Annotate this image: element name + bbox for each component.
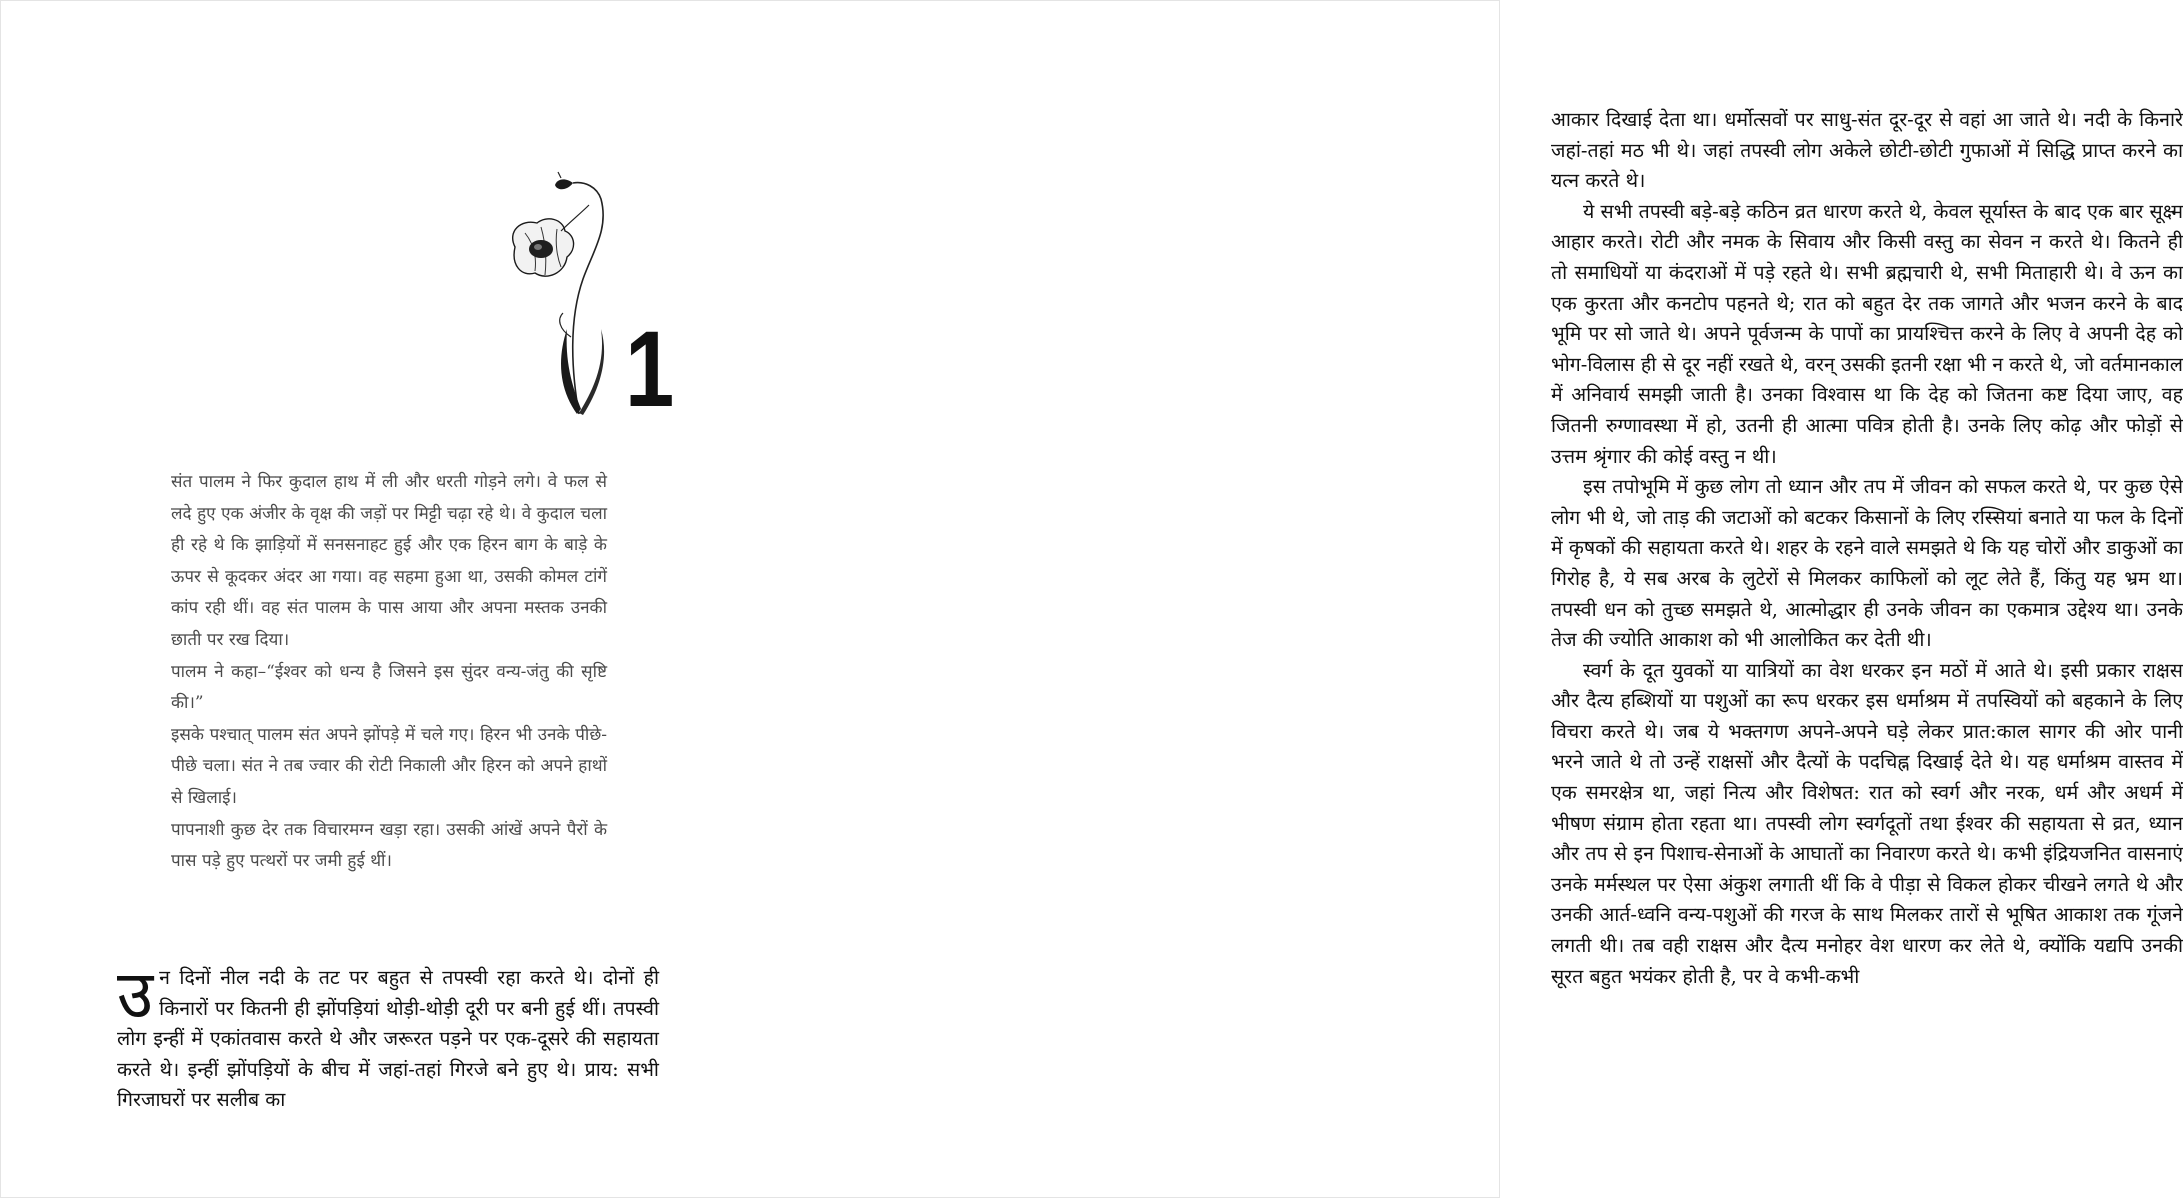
chapter-number: 1	[625, 308, 675, 429]
epigraph-paragraph: पापनाशी कुछ देर तक विचारमग्न खड़ा रहा। उसकी आंखें अपने पैरों के पास पड़े हुए पत्थरों पर जमी हुई थीं।	[171, 819, 607, 872]
poppy-flower-ornament-icon	[501, 169, 621, 419]
epigraph-paragraph: पालम ने कहा–“ईश्वर को धन्य है जिसने इस सुंदर वन्य-जंतु की सृष्टि की।”	[171, 661, 607, 714]
drop-cap: उ	[117, 956, 154, 1033]
opening-paragraph-text: न दिनों नील नदी के तट पर बहुत से तपस्वी रहा करते थे। दोनों ही किनारों पर कितनी ही झोंपड़ियां थोड़ी-थोड़ी दूरी पर बनी हुई थीं। तपस्वी लोग इन्हीं में एकांतवास करते थे और जरूरत पड़ने पर एक-दूसरे की सहायता करते थे। इन्हीं झोंपड़ियों के बीच में जहां-तहां गिरजे बने हुए थे। प्राय: सभी गिरजाघरों पर सलीब का	[117, 966, 659, 1112]
epigraph-paragraph: इसके पश्चात् पालम संत अपने झोंपड़े में चले गए। हिरन भी उनके पीछे-पीछे चला। संत ने तब ज्वार की रोटी निकाली और हिरन को अपने हाथों से खिलाई।	[171, 724, 607, 808]
chapter-body-left	[117, 956, 659, 1116]
chapter-body-right	[1551, 105, 2183, 992]
epigraph	[171, 467, 607, 878]
body-paragraph: स्वर्ग के दूत युवकों या यात्रियों का वेश धरकर इन मठों में आते थे। इसी प्रकार राक्षस और दैत्य हब्शियों या पशुओं का रूप धरकर इस धर्माश्रम में तपस्वियों को बहकाने के लिए विचरा करते थे। जब ये भक्तगण अपने-अपने घड़े लेकर प्रात:काल सागर की ओर पानी भरने जाते थे तो उन्हें राक्षसों और दैत्यों के पदचिह्न दिखाई देते थे। यह धर्माश्रम वास्तव में एक समरक्षेत्र था, जहां नित्य और विशेषत: रात को स्वर्ग और नरक, धर्म और अधर्म में भीषण संग्राम होता रहता था। तपस्वी लोग स्वर्गदूतों तथा ईश्वर की सहायता से व्रत, ध्यान और तप से इन पिशाच-सेनाओं के आघातों का निवारण करते थे। कभी इंद्रियजनित वासनाएं उनके मर्मस्थल पर ऐसा अंकुश लगाती थीं कि वे पीड़ा से विकल होकर चीखने लगते थे और उनकी आर्त-ध्वनि वन्य-पशुओं की गरज के साथ मिलकर तारों से भूषित आकाश तक गूंजने लगती थी। तब वही राक्षस और दैत्य मनोहर वेश धारण कर लेते थे, क्योंकि यद्यपि उनकी सूरत बहुत भयंकर होती है, पर वे कभी-कभी	[1551, 658, 2183, 988]
epigraph-paragraph: संत पालम ने फिर कुदाल हाथ में ली और धरती गोड़ने लगे। वे फल से लदे हुए एक अंजीर के वृक्ष की जड़ों पर मिट्टी चढ़ा रहे थे। वे कुदाल चला ही रहे थे कि झाड़ियों में सनसनाहट हुई और एक हिरन बाग के बाड़े के ऊपर से कूदकर अंदर आ गया। वह सहमा हुआ था, उसकी कोमल टांगें कांप रही थीं। वह संत पालम के पास आया और अपना मस्तक उनकी छाती पर रख दिया।	[171, 472, 607, 650]
body-paragraph: इस तपोभूमि में कुछ लोग तो ध्यान और तप में जीवन को सफल करते थे, पर कुछ ऐसे लोग भी थे, जो ताड़ की जटाओं को बटकर किसानों के लिए रस्सियां बनाते या फल के दिनों में कृषकों की सहायता करते थे। शहर के रहने वाले समझते थे कि यह चोरों और डाकुओं का गिरोह है, ये सब अरब के लुटेरों से मिलकर काफिलों को लूट लेते हैं, किंतु यह भ्रम था। तपस्वी धन को तुच्छ समझते थे, आत्मोद्धार ही उनके जीवन का एकमात्र उद्देश्य था। उनके तेज की ज्योति आकाश को भी आलोकित कर देती थी।	[1551, 475, 2183, 652]
body-paragraph: आकार दिखाई देता था। धर्मोत्सवों पर साधु-संत दूर-दूर से वहां आ जाते थे। नदी के किनारे जहां-तहां मठ भी थे। जहां तपस्वी लोग अकेले छोटी-छोटी गुफाओं में सिद्धि प्राप्त करने का यत्न करते थे।	[1551, 108, 2183, 193]
right-page	[751, 1, 2183, 1199]
body-paragraph: ये सभी तपस्वी बड़े-बड़े कठिन व्रत धारण करते थे, केवल सूर्यास्त के बाद एक बार सूक्ष्म आहार करते। रोटी और नमक के सिवाय और किसी वस्तु का सेवन न करते थे। कितने ही तो समाधियों या कंदराओं में पड़े रहते थे। सभी ब्रह्मचारी थे, सभी मिताहारी थे। वे ऊन का एक कुरता और कनटोप पहनते थे; रात को बहुत देर तक जागते और भजन करने के बाद भूमि पर सो जाते थे। अपने पूर्वजन्म के पापों का प्रायश्चित्त करने के लिए वे अपनी देह को भोग-विलास ही से दूर नहीं रखते थे, वरन् उसकी इतनी रक्षा भी न करते थे, जो वर्तमानकाल में अनिवार्य समझी जाती है। उनका विश्वास था कि देह को जितना कष्ट दिया जाए, वह जितनी रुग्णावस्था में हो, उतनी ही आत्मा पवित्र होती है। उनके लिए कोढ़ और फोड़ों से उत्तम श्रृंगार की कोई वस्तु न थी।	[1551, 199, 2183, 468]
left-page	[1, 1, 751, 1199]
opening-paragraph	[117, 956, 659, 1116]
